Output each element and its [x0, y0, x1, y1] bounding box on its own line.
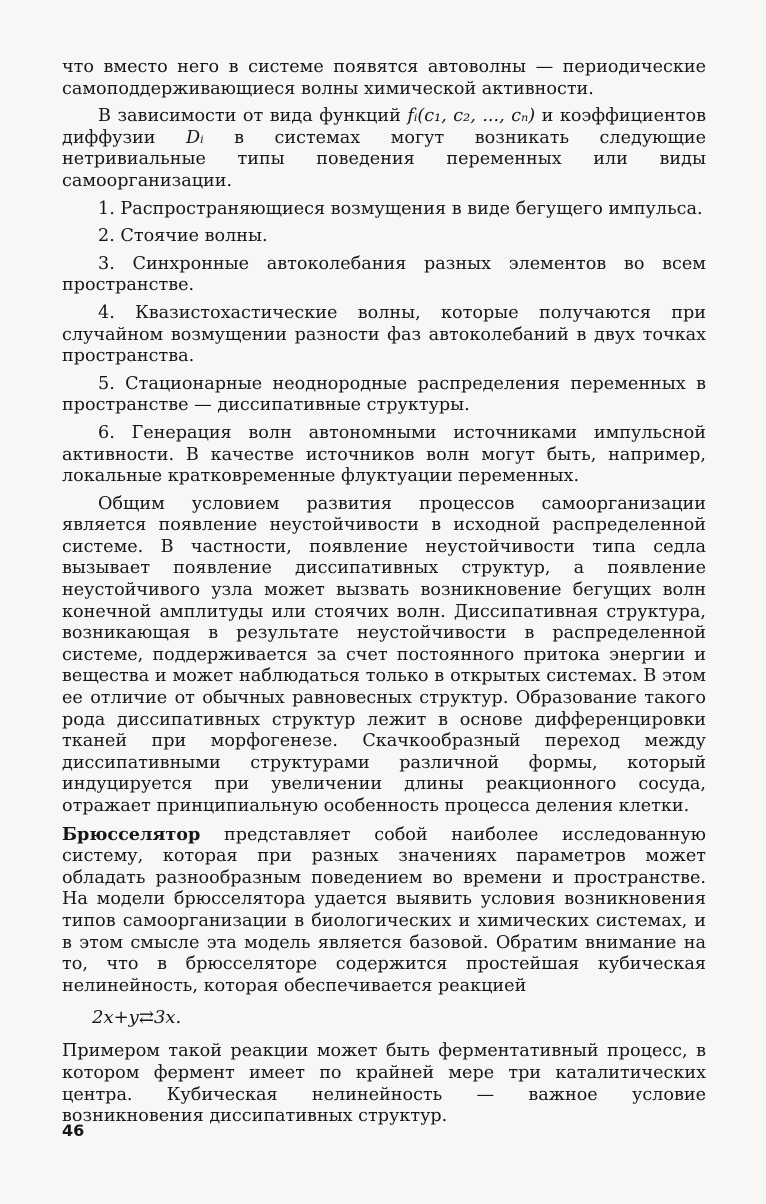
- term-brusselator: Брюсселятор: [62, 823, 201, 845]
- function-expression: fᵢ(c₁, c₂, ..., cₙ): [407, 106, 536, 127]
- list-item-5: 5. Стационарные неоднородные распределения переменных в пространстве — диссипативные структуры.: [62, 373, 706, 416]
- paragraph-enzyme: Примером такой реакции может быть ферментативный процесс, в котором фермент имеет по крайней мере три каталитических центра. Кубическая нелинейность — важное условие возникновения диссипативных структур.: [62, 1041, 706, 1127]
- paragraph-functions-a: В зависимости от вида функций: [98, 106, 408, 127]
- formula-left: 2x+y: [92, 1007, 139, 1029]
- paragraph-functions-c: в системах могут возникать следующие нетривиальные типы поведения переменных или виды самоорганизации.: [62, 127, 706, 191]
- list-item-2: 2. Стоячие волны.: [98, 226, 268, 247]
- list-item-1: 1. Распространяющиеся возмущения в виде бегущего импульса.: [98, 198, 703, 219]
- list-item-4: 4. Квазистохастические волны, которые получаются при случайном возмущении разности фаз автоколебаний в двух точках пространства.: [62, 302, 706, 367]
- equilibrium-arrow-icon: ⇄: [138, 1007, 154, 1029]
- paragraph-brusselator: [62, 824, 706, 998]
- diffusion-symbol: Dᵢ: [185, 127, 204, 148]
- paragraph-functions: [62, 106, 706, 192]
- page-text: [62, 57, 706, 1128]
- paragraph-autowaves: что вместо него в системе появятся автоволны — периодические самоподдерживающиеся волны химической активности.: [62, 57, 706, 99]
- paragraph-brusselator-body: представляет собой наиболее исследованную систему, которая при разных значениях параметров может обладать разнообразным поведением во времени и пространстве. На модели брюсселятора удается выявить условия возникновения типов самоорганизации в биологических и химических системах, и в этом смысле эта модель является базовой. Обратим внимание на то, что в брюсселяторе содержится простейшая кубическая нелинейность, которая обеспечивается реакцией: [62, 824, 706, 996]
- paragraph-functions-b: и коэффициентов диффузии: [62, 106, 706, 148]
- formula-right: 3x.: [153, 1007, 182, 1029]
- reaction-formula: [92, 1003, 706, 1033]
- paragraph-instability: Общим условием развития процессов самоорганизации является появление неустойчивости в исходной распределенной системе. В частности, появление неустойчивости типа седла вызывает появление диссипативных структур, а появление неустойчивого узла может вызвать возникновение бегущих волн конечной амплитуды или стоячих волн. Диссипативная структура, возникающая в результате неустойчивости в распределенной системе, поддерживается за счет постоянного притока энергии и вещества и может наблюдаться только в открытых системах. В этом ее отличие от обычных равновесных структур. Образование такого рода диссипативных структур лежит в основе дифференцировки тканей при морфогенезе. Скачкообразный переход между диссипативными структурами различной формы, который индуцируется при увеличении длины реакционного сосуда, отражает принципиальную особенность процесса деления клетки.: [62, 493, 706, 816]
- list-item-3: 3. Синхронные автоколебания разных элементов во всем пространстве.: [62, 253, 706, 296]
- list-item-6: 6. Генерация волн автономными источниками импульсной активности. В качестве источников волн могут быть, например, локальные кратковременные флуктуации переменных.: [62, 422, 706, 487]
- page-number: 46: [62, 1121, 85, 1140]
